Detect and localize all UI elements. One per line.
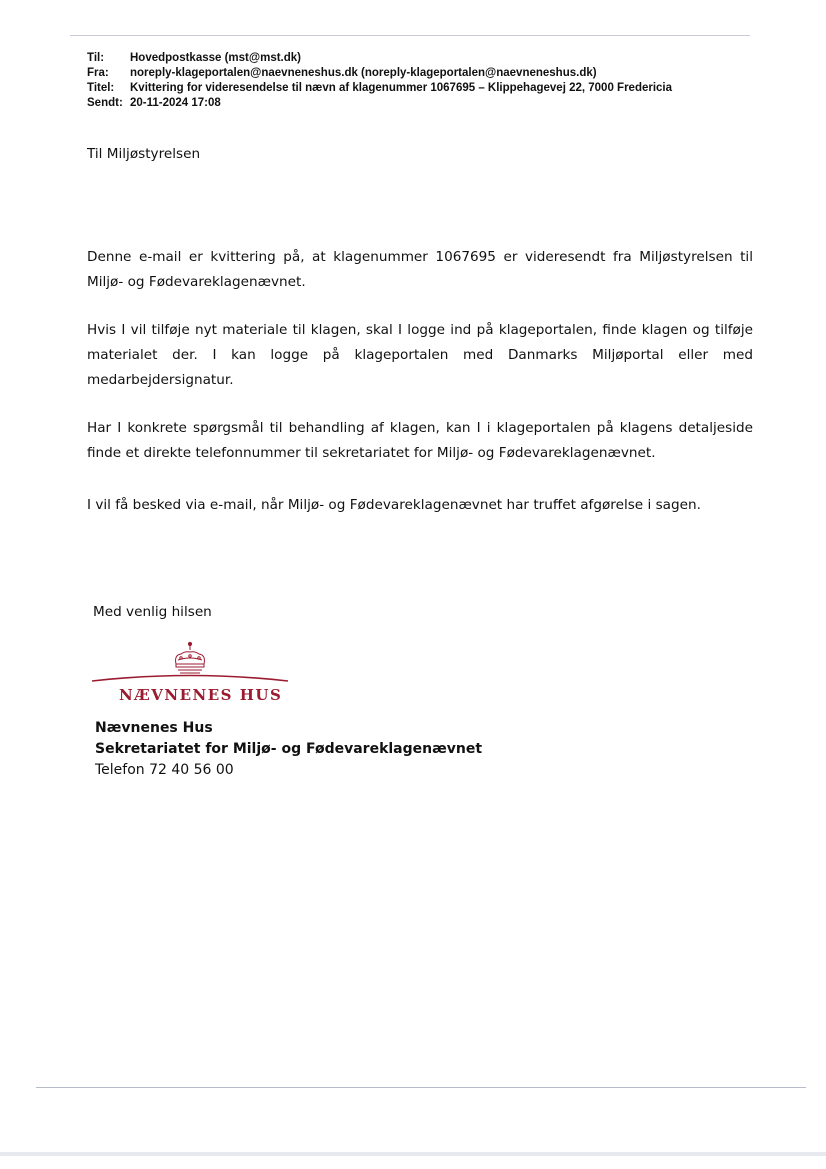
paragraph-receipt: Denne e-mail er kvittering på, at klagenummer 1067695 er videresendt fra Miljøstyrelsen til Miljø- og Fødevareklagenævnet. (87, 249, 753, 290)
top-divider (70, 35, 750, 36)
paragraph-questions: Har I konkrete spørgsmål til behandling af klagen, kan I i klageportalen på klagens detaljeside finde et direkte telefonnummer til sekretariatet for Miljø- og Fødevareklagenævnet. (87, 420, 753, 461)
sent-label: Sendt: (87, 97, 123, 109)
page-bottom-edge (0, 1152, 826, 1156)
to-label: Til: (87, 52, 105, 64)
signature-dept: Sekretariatet for Miljø- og Fødevareklagenævnet (95, 741, 483, 757)
signature-block (95, 718, 482, 781)
signature-org: Nævnenes Hus (95, 720, 213, 736)
crown-icon (92, 640, 288, 686)
salutation: Til Miljøstyrelsen (87, 146, 201, 162)
sent-value: 20-11-2024 17:08 (130, 97, 221, 109)
closing: Med venlig hilsen (93, 604, 212, 620)
naevnenes-hus-logo (92, 640, 288, 708)
subject-value: Kvittering for videresendelse til nævn af klagenummer 1067695 – Klippehagevej 22, 7000 Fredericia (130, 82, 673, 94)
to-value: Hovedpostkasse (mst@mst.dk) (130, 52, 301, 64)
paragraph-notification: I vil få besked via e-mail, når Miljø- og Fødevareklagenævnet har truffet afgørelse i sagen. (87, 497, 701, 513)
from-label: Fra: (87, 67, 109, 79)
signature-phone: Telefon 72 40 56 00 (95, 762, 234, 778)
paragraph-add-material: Hvis I vil tilføje nyt materiale til klagen, skal I logge ind på klageportalen, finde klagen og tilføje materialet der. I kan logge på klageportalen med Danmarks Miljøportal eller med medarbejdersignatur. (87, 322, 753, 388)
subject-label: Titel: (87, 82, 115, 94)
from-value: noreply-klageportalen@naevneneshus.dk (noreply-klageportalen@naevneneshus.dk) (130, 67, 597, 79)
bottom-divider (36, 1087, 806, 1088)
logo-wordmark: NÆVNENES HUS (119, 686, 283, 704)
